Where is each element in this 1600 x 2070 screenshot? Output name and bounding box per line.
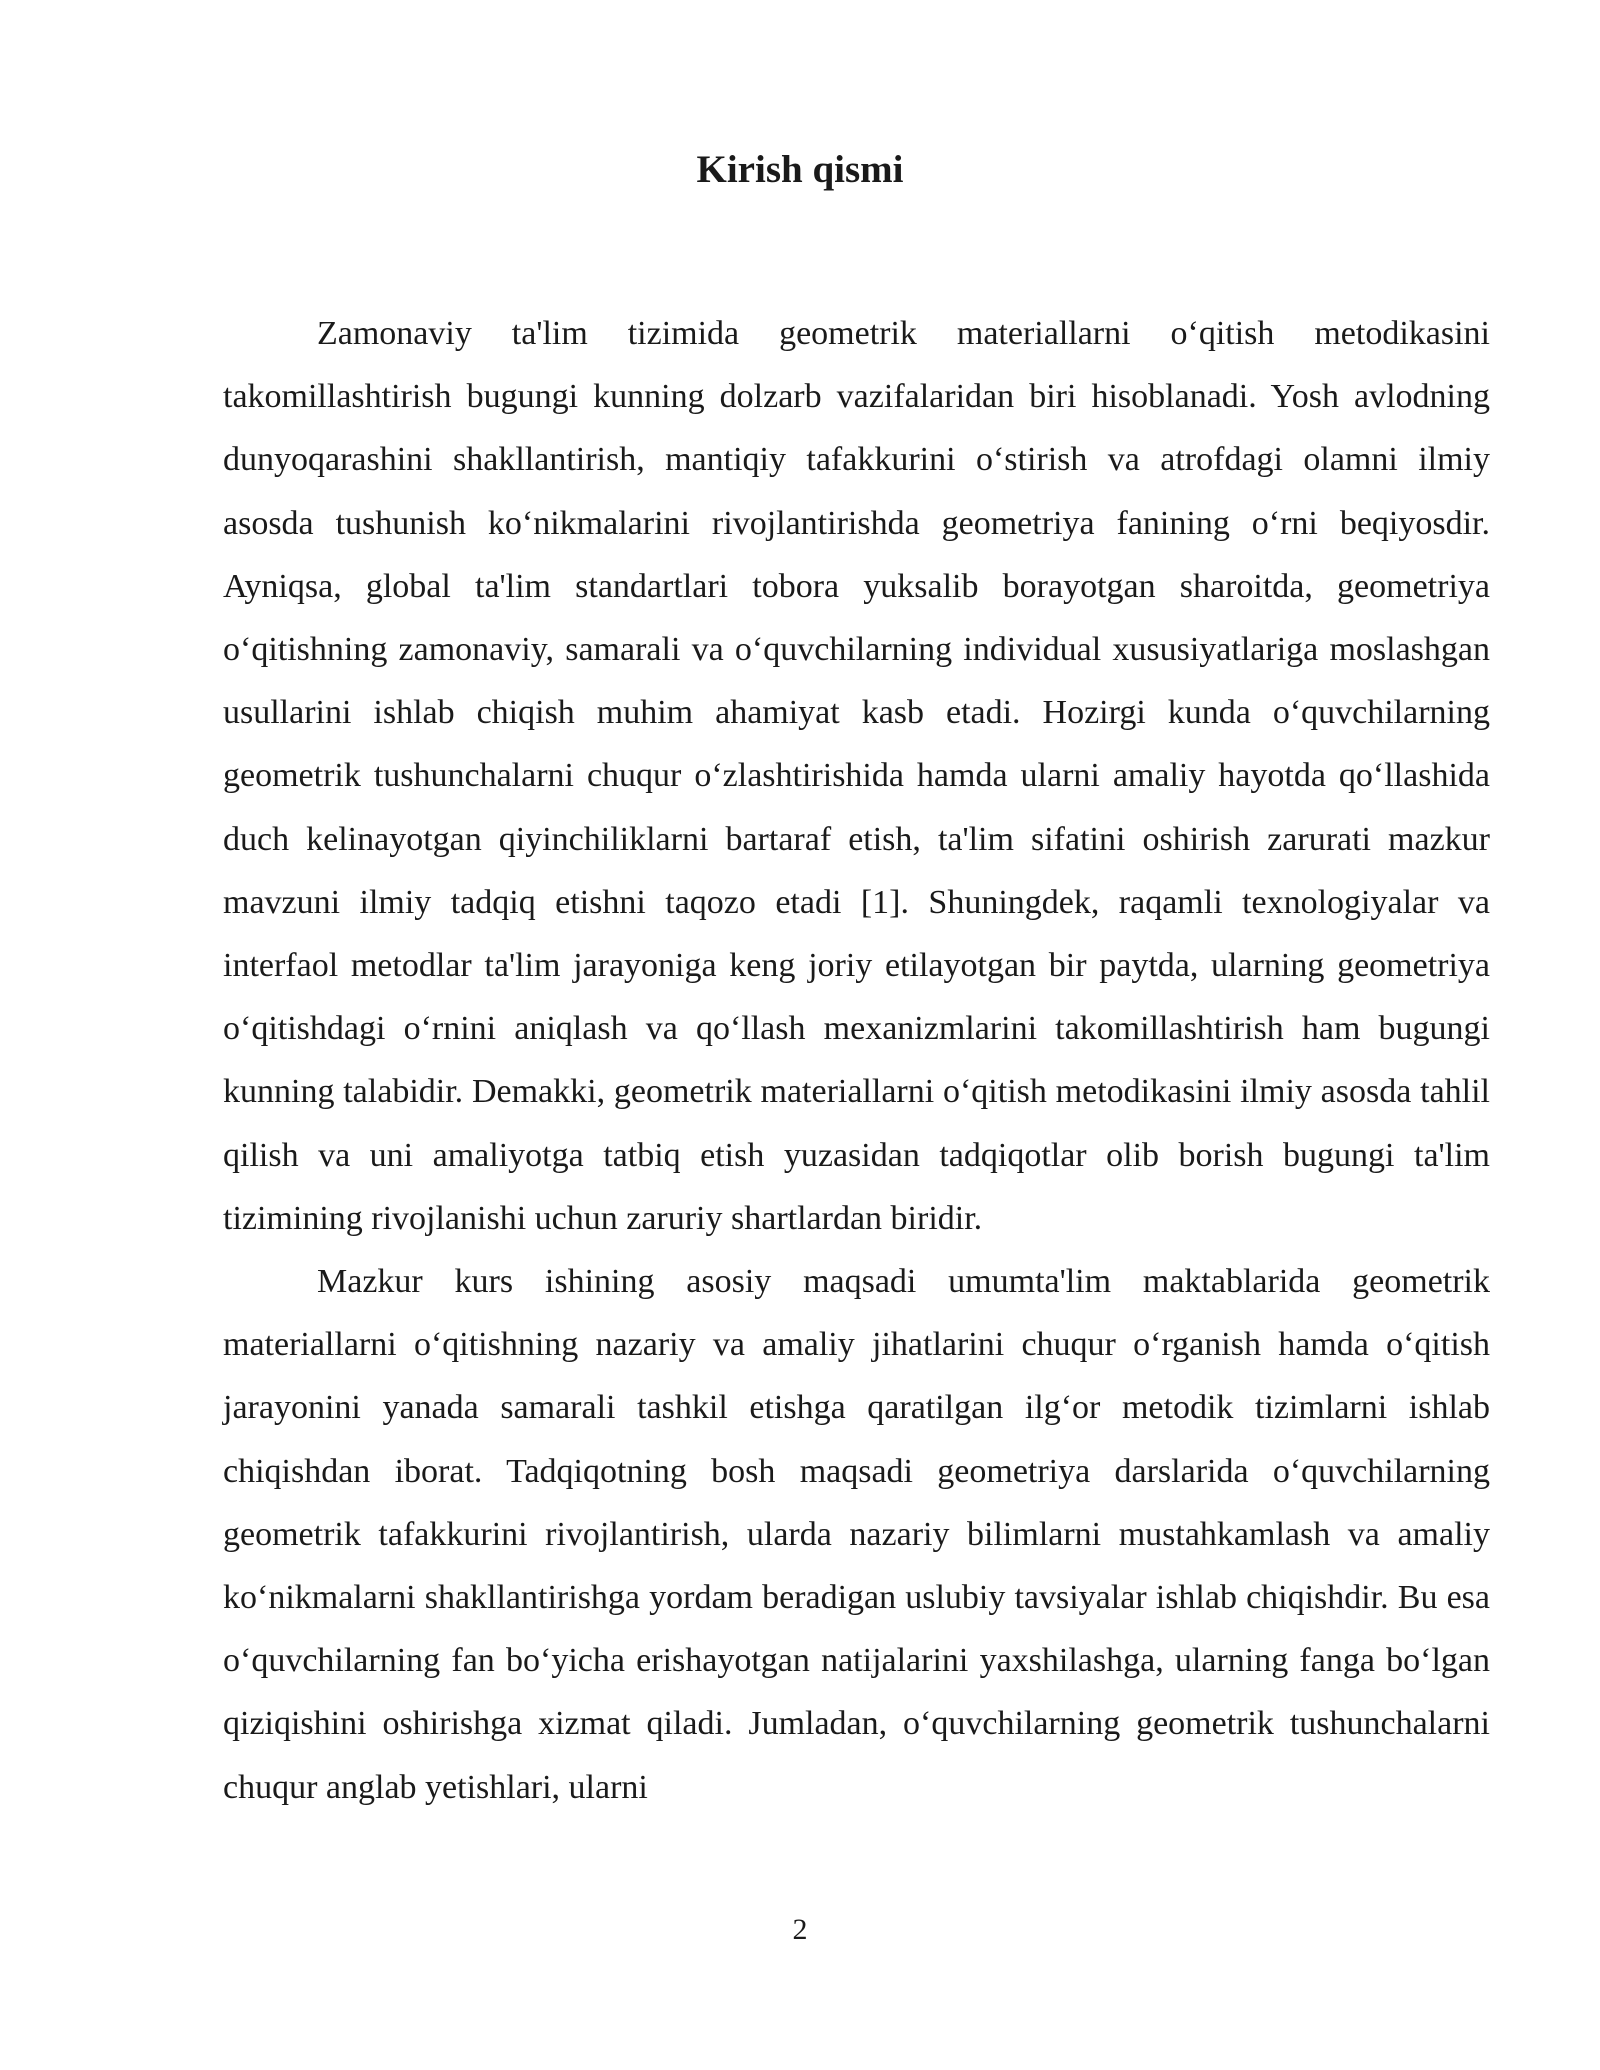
body-text — [223, 302, 1490, 1819]
page-number: 2 — [792, 1913, 808, 1946]
paragraph-1: Zamonaviy ta'lim tizimida geometrik materiallarni o‘qitish metodikasini takomillashtirish bugungi kunning dolzarb vazifalaridan biri hisoblanadi. Yosh avlodning dunyoqarashini shakllantirish, mantiqiy tafakkurini o‘stirish va atrofdagi olamni ilmiy asosda tushunish ko‘nikmalarini rivojlantirishda geometriya fanining o‘rni beqiyosdir. Ayniqsa, global ta'lim standartlari tobora yuksalib borayotgan sharoitda, geometriya o‘qitishning zamonaviy, samarali va o‘quvchilarning individual xususiyatlariga moslashgan usullarini ishlab chiqish muhim ahamiyat kasb etadi. Hozirgi kunda o‘quvchilarning geometrik tushunchalarni chuqur o‘zlashtirishida hamda ularni amaliy hayotda qo‘llashida duch kelinayotgan qiyinchiliklarni bartaraf etish, ta'lim sifatini oshirish zarurati mazkur mavzuni ilmiy tadqiq etishni taqozo etadi [1]. Shuningdek, raqamli texnologiyalar va interfaol metodlar ta'lim jarayoniga keng joriy etilayotgan bir paytda, ularning geometriya o‘qitishdagi o‘rnini aniqlash va qo‘llash mexanizmlarini takomillashtirish ham bugungi kunning talabidir. Demakki, geometrik materiallarni o‘qitish metodikasini ilmiy asosda tahlil qilish va uni amaliyotga tatbiq etish yuzasidan tadqiqotlar olib borish bugungi ta'lim tizimining rivojlanishi uchun zaruriy shartlardan biridir. — [223, 315, 1490, 1237]
paragraph-2: Mazkur kurs ishining asosiy maqsadi umumta'lim maktablarida geometrik materiallarni o‘qitishning nazariy va amaliy jihatlarini chuqur o‘rganish hamda o‘qitish jarayonini yanada samarali tashkil etishga qaratilgan ilg‘or metodik tizimlarni ishlab chiqishdan iborat. Tadqiqotning bosh maqsadi geometriya darslarida o‘quvchilarning geometrik tafakkurini rivojlantirish, ularda nazariy bilimlarni mustahkamlash va amaliy ko‘nikmalarni shakllantirishga yordam beradigan uslubiy tavsiyalar ishlab chiqishdir. Bu esa o‘quvchilarning fan bo‘yicha erishayotgan natijalarini yaxshilashga, ularning fanga bo‘lgan qiziqishini oshirishga xizmat qiladi. Jumladan, o‘quvchilarning geometrik tushunchalarni chuqur anglab yetishlari, ularni — [223, 1263, 1490, 1806]
page-title: Kirish qismi — [696, 148, 904, 191]
